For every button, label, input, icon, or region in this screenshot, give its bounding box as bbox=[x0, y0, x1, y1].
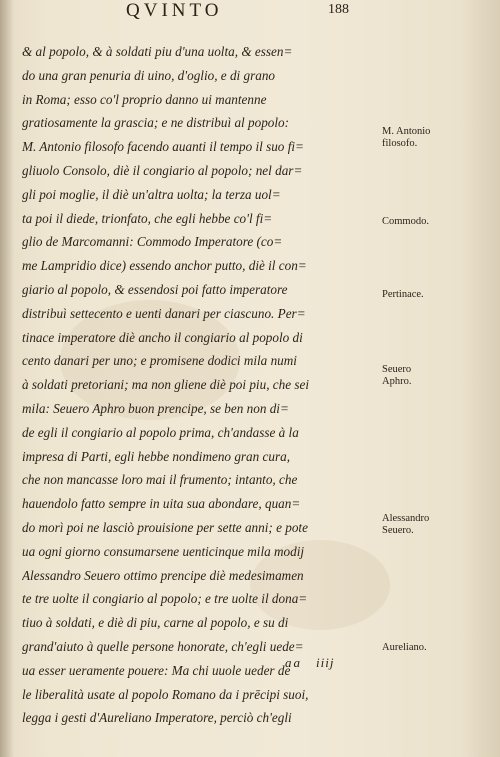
text-line: gli poi moglie, il diè un'altra uolta; la terza uol= bbox=[22, 186, 281, 202]
margin-note-commodo bbox=[382, 216, 429, 228]
margin-note-aureliano bbox=[382, 642, 427, 654]
margin-note-seuero-aphro bbox=[382, 364, 411, 388]
text-line: M. Antonio filosofo facendo auanti il tempo il suo fi= bbox=[22, 139, 304, 155]
text-line: cento danari per uno; e promisene dodici mila numi bbox=[22, 353, 297, 369]
margin-note-line: Aureliano. bbox=[382, 642, 427, 653]
text-line: me Lampridio dice) essendo anchor putto, diè il con= bbox=[22, 258, 307, 274]
page-number: 188 bbox=[328, 2, 349, 17]
text-line: à soldati pretoriani; ma non gliene diè poi piu, che sei bbox=[22, 377, 310, 393]
text-line: impresa di Parti, egli hebbe nondimeno gran cura, bbox=[22, 448, 290, 464]
margin-note-line: Aphro. bbox=[382, 376, 412, 387]
text-line: tiuo à soldati, e diè di piu, carne al popolo, e su di bbox=[22, 615, 289, 631]
text-line: le liberalità usate al popolo Romano da i prēcipi suoi, bbox=[22, 686, 309, 702]
margin-note-line: Seuero. bbox=[382, 525, 414, 536]
margin-note-line: Pertinace. bbox=[382, 289, 424, 300]
text-line: mila: Seuero Aphro buon prencipe, se ben non di= bbox=[22, 400, 289, 416]
text-line: & al popolo, & à soldati piu d'una uolta, & essen= bbox=[22, 44, 293, 59]
text-line: gratiosamente la grascia; e ne distribuì al popolo: bbox=[22, 115, 290, 131]
text-line: do una gran penuria di uino, d'oglio, e di grano bbox=[22, 67, 276, 83]
text-line: grand'aiuto à quelle persone honorate, ch'egli uede= bbox=[22, 638, 304, 654]
text-line: in Roma; esso co'l proprio danno ui mantenne bbox=[22, 91, 267, 107]
text-line: che non mancasse loro mai il frumento; intanto, che bbox=[22, 472, 298, 488]
text-line: distribuì settecento e uenti danari per ciascuno. Per= bbox=[22, 305, 306, 321]
margin-note-antonio bbox=[382, 126, 430, 150]
text-line: legga i gesti d'Aureliano Imperatore, perciò ch'egli bbox=[22, 710, 292, 726]
body-text bbox=[22, 40, 382, 730]
margin-note-line: Commodo. bbox=[382, 216, 429, 227]
margin-note-alessandro bbox=[382, 513, 429, 537]
catchword: aa bbox=[285, 655, 302, 670]
signature-mark: iiij bbox=[316, 655, 335, 670]
text-line: gliuolo Consolo, diè il congiario al popolo; nel dar= bbox=[22, 162, 303, 178]
margin-note-line: M. Antonio bbox=[382, 126, 431, 137]
text-line: glio de Marcomanni: Commodo Imperatore (co= bbox=[22, 234, 283, 250]
text-line: do morì poi ne lasciò prouisione per sette anni; e pote bbox=[22, 519, 308, 535]
running-head: QVINTO bbox=[126, 0, 223, 21]
text-line: giario al popolo, & essendosi poi fatto imperatore bbox=[22, 281, 288, 297]
text-line: de egli il congiario al popolo prima, ch'andasse à la bbox=[22, 424, 299, 440]
margin-note-line: Seuero bbox=[382, 364, 412, 375]
text-line: ua ogni giorno consumarsene uenticinque mila modij bbox=[22, 543, 305, 559]
margin-note-line: Alessandro bbox=[382, 513, 430, 524]
text-line: ta poi il diede, trionfato, che egli hebbe co'l fi= bbox=[22, 210, 273, 226]
text-line: hauendolo fatto sempre in uita sua abondare, quan= bbox=[22, 496, 301, 512]
gutter-shadow bbox=[0, 0, 14, 757]
text-line: te tre uolte il congiario al popolo; e tre uolte il dona= bbox=[22, 591, 308, 607]
text-line: tinace imperatore diè ancho il congiario al popolo di bbox=[22, 329, 303, 345]
margin-note-line: filosofo. bbox=[382, 138, 418, 149]
marginal-notes bbox=[382, 40, 498, 680]
text-line: ua esser ueramente pouere: Ma chi uuole ueder de bbox=[22, 662, 291, 678]
text-line: Alessandro Seuero ottimo prencipe diè medesimamen bbox=[22, 567, 304, 583]
margin-note-pertinace bbox=[382, 289, 424, 301]
